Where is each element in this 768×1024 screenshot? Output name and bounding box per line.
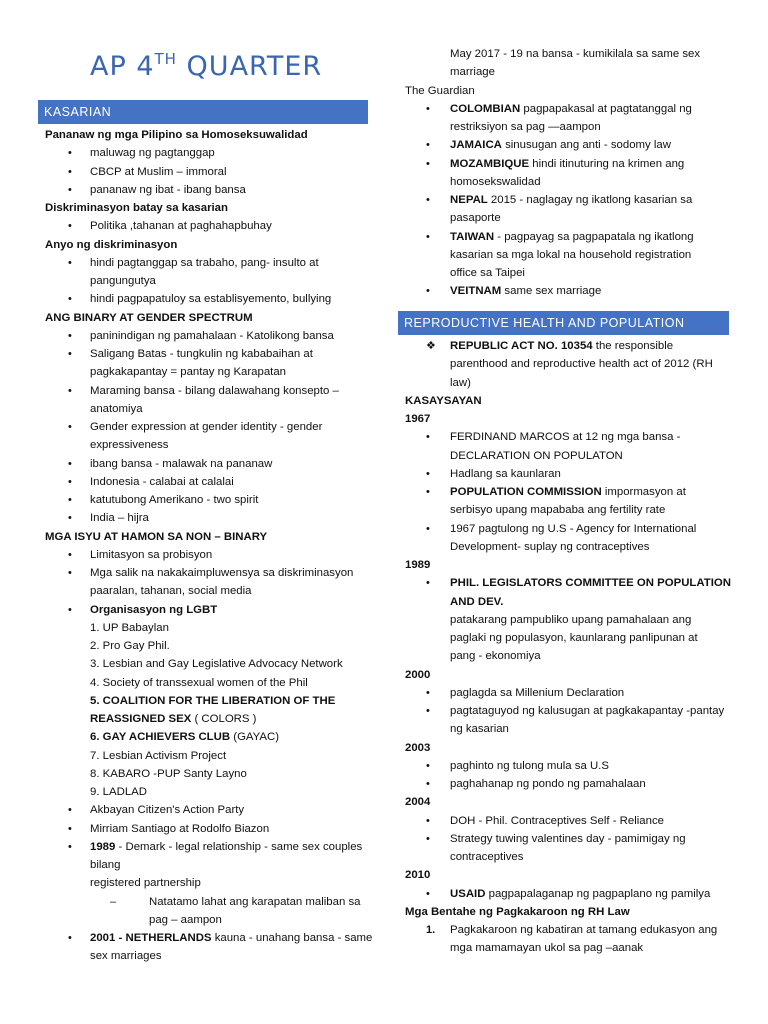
- text-line: pang - ekonomiya: [450, 650, 541, 663]
- bullet-marker: •: [68, 512, 72, 525]
- text-line: 2001 - NETHERLANDS kauna - unahang bansa - same: [90, 932, 373, 944]
- bullet-marker: •: [426, 577, 430, 590]
- bullet-marker: •: [426, 285, 430, 298]
- text-line: 5. COALITION FOR THE LIBERATION OF THE: [90, 694, 336, 707]
- bullet-marker: •: [68, 329, 72, 342]
- bullet-marker: •: [426, 230, 430, 243]
- text-line: pangungutya: [90, 275, 156, 287]
- text-line: REPUBLIC ACT NO. 10354 the responsible: [450, 340, 674, 352]
- text-line: VEITNAM same sex marriage: [450, 285, 602, 298]
- bullet-marker: •: [68, 256, 72, 269]
- text-line: MOZAMBIQUE hindi itinuturing na krimen ang: [450, 157, 685, 170]
- text-line: bilang: [90, 859, 121, 871]
- text-line: Indonesia - calabai at calalai: [90, 475, 234, 488]
- text-line: 4. Society of transsexual women of the Phil: [90, 676, 308, 689]
- text-line: JAMAICA sinusugan ang anti - sodomy law: [450, 139, 671, 152]
- bullet-marker: •: [68, 822, 72, 835]
- text-line: marriage: [450, 66, 495, 79]
- text-line: PHIL. LEGISLATORS COMMITTEE ON POPULATION: [450, 577, 731, 590]
- bullet-marker: •: [68, 567, 72, 579]
- text-line: ibang bansa - malawak na pananaw: [90, 457, 273, 470]
- text-line: REASSIGNED SEX ( COLORS ): [90, 713, 257, 725]
- bullet-marker: •: [426, 102, 430, 115]
- bullet-marker: •: [68, 804, 72, 817]
- text-line: Pananaw ng mga Pilipino sa Homoseksuwalidad: [45, 129, 308, 141]
- bullet-marker: •: [68, 840, 72, 853]
- text-line: 2004: [405, 796, 431, 809]
- bullet-marker: ❖: [426, 340, 436, 352]
- text-line: ng kasarian: [450, 723, 509, 736]
- text-line: patakarang pampubliko upang pamahalaan ang: [450, 613, 692, 626]
- text-line: DOH - Phil. Contraceptives Self - Reliance: [450, 814, 664, 827]
- bullet-marker: •: [68, 384, 72, 397]
- text-line: parenthood and reproductive health act of 2012 (RH: [450, 358, 713, 371]
- text-line: Saligang Batas - tungkulin ng kababaihan at: [90, 348, 313, 360]
- text-line: pagkakapantay = pantay ng Karapatan: [90, 366, 287, 379]
- page-title: AP 4TH QUARTER: [90, 50, 323, 82]
- text-line: Gender expression at gender identity - gender: [90, 421, 323, 433]
- bullet-marker: •: [68, 220, 72, 233]
- bullet-marker: •: [68, 165, 72, 178]
- bullet-marker: •: [426, 467, 430, 480]
- bullet-marker: •: [68, 421, 72, 433]
- text-line: MGA ISYU AT HAMON SA NON – BINARY: [45, 530, 268, 543]
- text-line: FERDINAND MARCOS at 12 ng mga bansa -: [450, 431, 681, 444]
- text-line: ANG BINARY AT GENDER SPECTRUM: [45, 311, 253, 324]
- text-line: katutubong Amerikano - two spirit: [90, 494, 259, 506]
- section-header-reproductive-health: REPRODUCTIVE HEALTH AND POPULATION: [398, 311, 729, 335]
- text-line: 1989 - Demark - legal relationship - same sex couples: [90, 840, 363, 853]
- text-line: TAIWAN - pagpayag sa pagpapatala ng ikatlong: [450, 230, 694, 243]
- text-line: contraceptives: [450, 851, 524, 863]
- text-line: Mga salik na nakakaimpluwensya sa diskriminasyon: [90, 567, 354, 579]
- section-header-kasarian: KASARIAN: [38, 100, 368, 124]
- text-line: pananaw ng ibat - ibang bansa: [90, 183, 246, 196]
- text-line: NEPAL 2015 - naglagay ng ikatlong kasarian sa: [450, 194, 693, 206]
- text-line: Mirriam Santiago at Rodolfo Biazon: [90, 822, 270, 835]
- bullet-marker: •: [426, 705, 430, 717]
- text-line: office sa Taipei: [450, 267, 525, 279]
- bullet-marker: •: [426, 759, 430, 772]
- text-line: homosekswalidad: [450, 175, 541, 188]
- text-line: hindi pagpapatuloy sa establisyemento, bullying: [90, 293, 332, 306]
- text-line: paglaki ng populasyon, kaunlarang panlipunan at: [450, 632, 698, 644]
- text-line: 1989: [405, 559, 431, 571]
- bullet-marker: •: [426, 887, 430, 900]
- text-line: anatomiya: [90, 402, 143, 415]
- text-line: COLOMBIAN pagpapakasal at pagtatanggal ng: [450, 102, 692, 115]
- text-line: Pagkakaroon ng kabatiran at tamang edukasyon ang: [450, 924, 718, 936]
- text-line: Akbayan Citizen's Action Party: [90, 804, 245, 817]
- text-line: Natatamo lahat ang karapatan maliban sa: [149, 895, 361, 908]
- text-line: Organisasyon ng LGBT: [90, 603, 218, 616]
- bullet-marker: •: [68, 603, 72, 616]
- bullet-marker: •: [426, 814, 430, 827]
- text-line: The Guardian: [405, 84, 475, 97]
- bullet-marker: •: [426, 157, 430, 170]
- text-line: 1967: [405, 413, 431, 425]
- text-line: serbisyo upang mapababa ang fertility rate: [450, 504, 666, 517]
- text-line: 3. Lesbian and Gay Legislative Advocacy Network: [90, 658, 343, 671]
- text-line: law): [450, 376, 471, 389]
- text-line: 2. Pro Gay Phil.: [90, 640, 170, 652]
- text-line: kasarian sa mga lokal na household registration: [450, 248, 692, 261]
- text-line: 6. GAY ACHIEVERS CLUB (GAYAC): [90, 731, 280, 744]
- bullet-marker: •: [68, 348, 72, 360]
- bullet-marker: •: [68, 147, 72, 160]
- text-line: USAID pagpapalaganap ng pagpaplano ng pamilya: [450, 887, 711, 900]
- text-line: Hadlang sa kaunlaran: [450, 467, 561, 480]
- text-line: 2000: [405, 668, 431, 681]
- bullet-marker: •: [68, 183, 72, 196]
- text-line: May 2017 - 19 na bansa - kumikilala sa same sex: [450, 48, 701, 60]
- bullet-marker: •: [68, 475, 72, 488]
- bullet-marker: •: [68, 457, 72, 470]
- text-line: Anyo ng diskriminasyon: [45, 238, 178, 251]
- text-line: hindi pagtanggap sa trabaho, pang- insulto at: [90, 256, 319, 269]
- text-line: Mga Bentahe ng Pagkakaroon ng RH Law: [405, 905, 630, 918]
- text-line: 7. Lesbian Activism Project: [90, 749, 227, 762]
- text-line: Strategy tuwing valentines day - pamimigay ng: [450, 832, 686, 845]
- text-line: Politika ,tahanan at paghahapbuhay: [90, 220, 272, 233]
- bullet-marker: •: [426, 778, 430, 790]
- bullet-marker: •: [68, 494, 72, 506]
- text-line: 1967 pagtulong ng U.S - Agency for International: [450, 522, 697, 535]
- text-line: Development- suplay ng contraceptives: [450, 540, 650, 553]
- text-line: expressiveness: [90, 439, 169, 452]
- text-line: paghahanap ng pondo ng pamahalaan: [450, 778, 646, 790]
- text-line: 1. UP Babaylan: [90, 621, 169, 634]
- text-line: sex marriages: [90, 950, 162, 963]
- bullet-marker: •: [426, 522, 430, 535]
- bullet-marker: •: [426, 486, 430, 498]
- bullet-marker: •: [68, 932, 72, 944]
- text-line: pagtataguyod ng kalusugan at pagkakapantay -pantay: [450, 705, 725, 717]
- text-line: paaralan, tahanan, social media: [90, 585, 252, 598]
- text-line: restriksiyon sa pag —aampon: [450, 121, 601, 133]
- text-line: India – hijra: [90, 512, 149, 525]
- text-line: paglagda sa Millenium Declaration: [450, 686, 625, 699]
- bullet-marker: •: [426, 832, 430, 845]
- text-line: mga mamamayan ukol sa pag –aanak: [450, 942, 644, 955]
- text-line: Diskriminasyon batay sa kasarian: [45, 202, 228, 214]
- text-line: 2010: [405, 869, 431, 882]
- text-line: maluwag ng pagtanggap: [90, 147, 215, 160]
- bullet-marker: •: [426, 431, 430, 444]
- text-line: 9. LADLAD: [90, 786, 147, 798]
- text-line: paghinto ng tulong mula sa U.S: [450, 759, 609, 772]
- bullet-marker: •: [426, 686, 430, 699]
- bullet-marker: •: [426, 194, 430, 206]
- text-line: paninindigan ng pamahalaan - Katolikong bansa: [90, 329, 334, 342]
- bullet-marker: 1.: [426, 924, 436, 936]
- text-line: pasaporte: [450, 212, 501, 225]
- bullet-marker: •: [426, 139, 430, 152]
- text-line: AND DEV.: [450, 595, 504, 608]
- text-line: DECLARATION ON POPULATON: [450, 449, 623, 462]
- text-line: pag – aampon: [149, 913, 222, 926]
- text-line: Limitasyon sa probisyon: [90, 548, 213, 561]
- bullet-marker: •: [68, 548, 72, 561]
- text-line: CBCP at Muslim – immoral: [90, 165, 227, 178]
- bullet-marker: •: [68, 293, 72, 306]
- text-line: 2003: [405, 741, 431, 754]
- text-line: 8. KABARO -PUP Santy Layno: [90, 767, 247, 780]
- text-line: Maraming bansa - bilang dalawahang konsepto –: [90, 384, 339, 397]
- dash-marker: –: [110, 895, 117, 908]
- text-line: registered partnership: [90, 877, 201, 890]
- text-line: KASAYSAYAN: [405, 394, 482, 407]
- text-line: POPULATION COMMISSION impormasyon at: [450, 486, 686, 498]
